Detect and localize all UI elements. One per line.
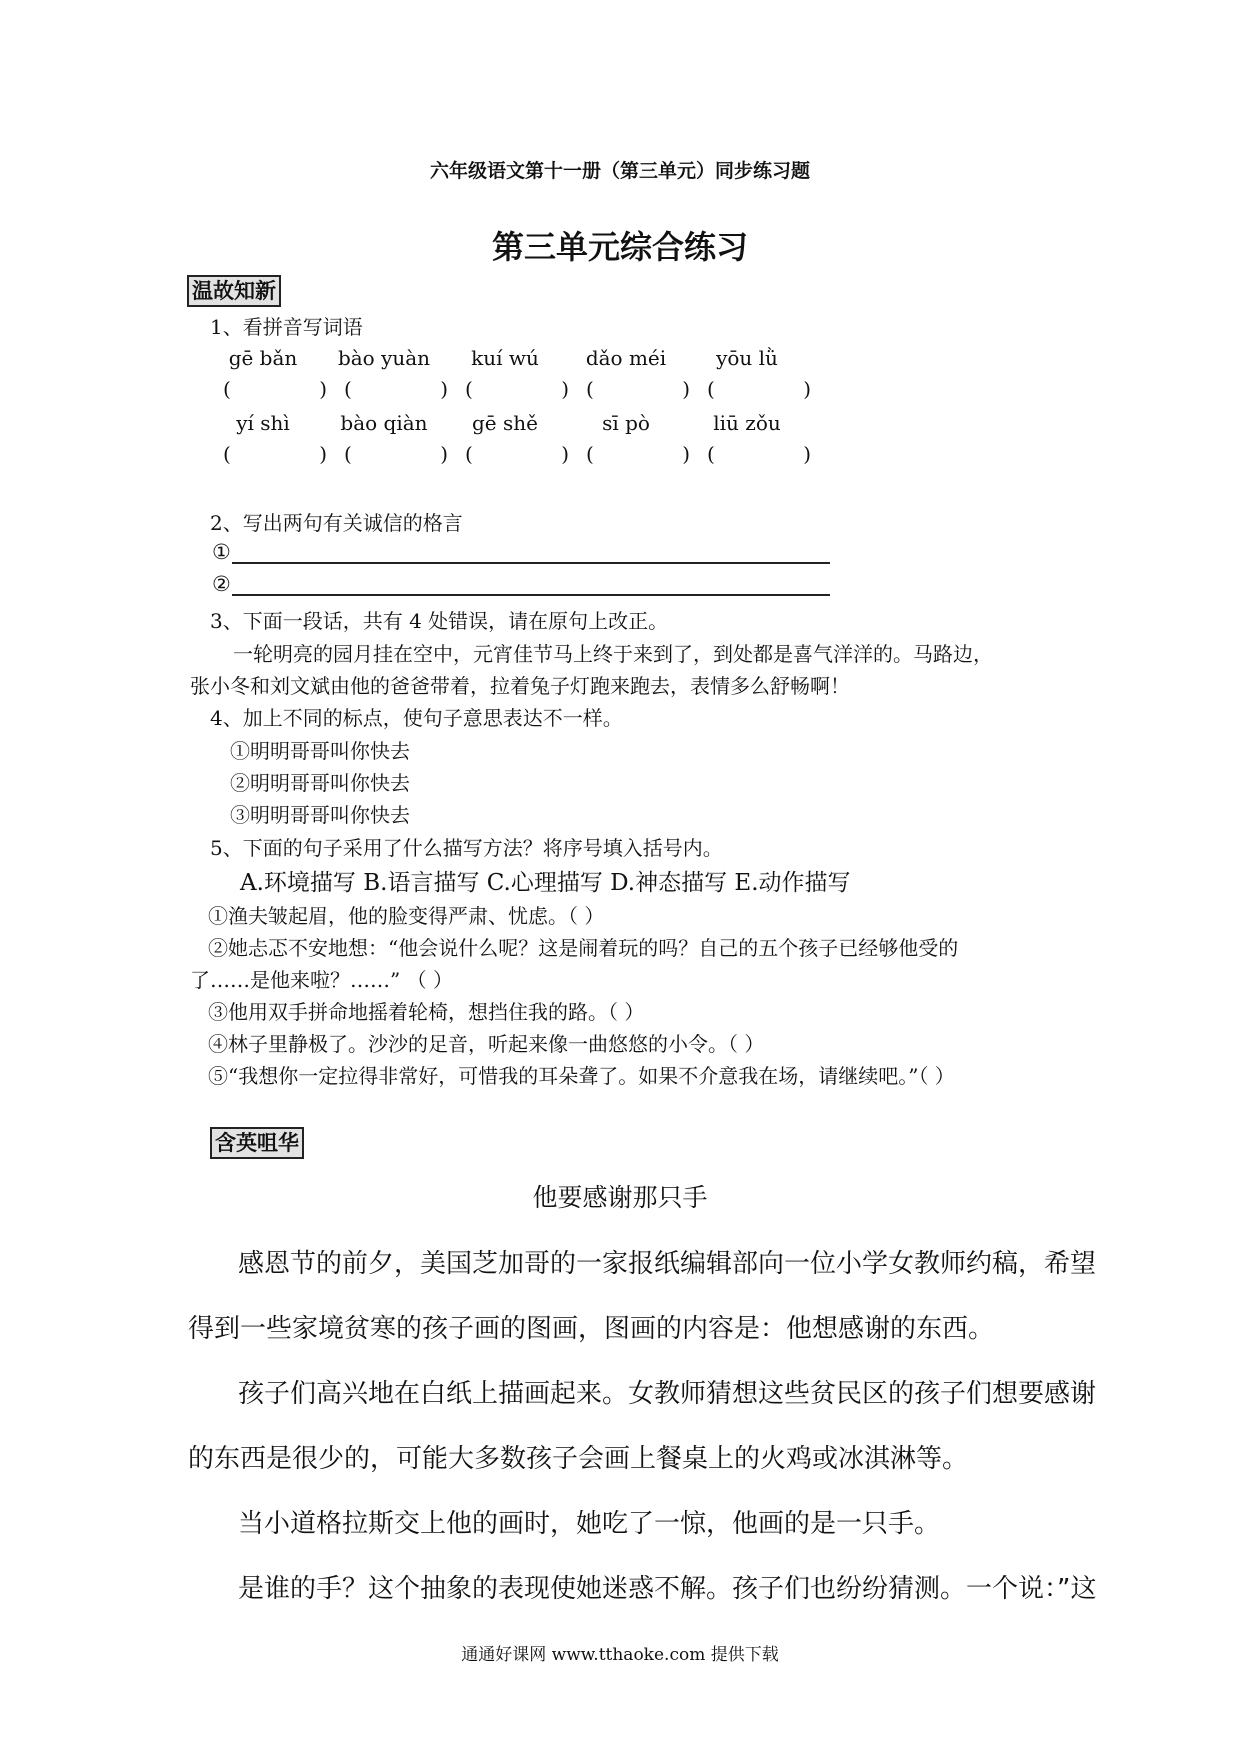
story-line-3: 孩子们高兴地在白纸上描画起来。女教师猜想这些贫民区的孩子们想要感谢 — [238, 1379, 1097, 1409]
answer-box-5[interactable]: ( ) — [707, 377, 811, 401]
pinyin-9: sī pò — [602, 411, 650, 435]
question-3-passage-line-1: 一轮明亮的园月挂在空中，元宵佳节马上终于来到了，到处都是喜气洋洋的。马路边， — [233, 642, 993, 666]
page-title: 第三单元综合练习 — [491, 228, 748, 266]
question-4-prompt: 4、加上不同的标点，使句子意思表达不一样。 — [210, 706, 623, 730]
pinyin-3: kuí wú — [471, 346, 539, 370]
story-title: 他要感谢那只手 — [532, 1183, 708, 1212]
pinyin-8: gē shě — [472, 411, 538, 435]
pinyin-1: gē bǎn — [228, 346, 298, 370]
story-line-6: 是谁的手？这个抽象的表现使她迷惑不解。孩子们也纷纷猜测。一个说：”这 — [238, 1574, 1097, 1604]
question-5-item-2: ②她忐忑不安地想：“他会说什么呢？这是闹着玩的吗？自己的五个孩子已经够他受的 — [208, 936, 959, 960]
question-5-item-4: ④林子里静极了。沙沙的足音，听起来像一曲悠悠的小令。（ ） — [208, 1032, 765, 1056]
pinyin-6: yí shì — [236, 411, 290, 435]
motto-mark-1: ① — [212, 540, 231, 564]
pinyin-4: dǎo méi — [585, 346, 667, 370]
answer-box-7[interactable]: ( ) — [344, 442, 448, 466]
question-5-item-2-cont: 了……是他来啦？……” （ ） — [190, 968, 453, 992]
answer-box-10[interactable]: ( ) — [707, 442, 811, 466]
question-5-item-3: ③他用双手拼命地摇着轮椅，想挡住我的路。（ ） — [208, 1000, 645, 1024]
answer-box-2[interactable]: ( ) — [344, 377, 448, 401]
story-line-2: 得到一些家境贫寒的孩子画的图画，图画的内容是：他想感谢的东西。 — [188, 1314, 995, 1344]
answer-box-9[interactable]: ( ) — [586, 442, 690, 466]
motto-mark-2: ② — [212, 572, 231, 596]
pinyin-7: bào qiàn — [340, 411, 428, 435]
section-label-review: 温故知新 — [187, 275, 281, 307]
answer-box-8[interactable]: ( ) — [465, 442, 569, 466]
question-1-prompt: 1、看拼音写词语 — [210, 315, 363, 339]
answer-box-6[interactable]: ( ) — [223, 442, 327, 466]
question-5-options: A.环境描写 B.语言描写 C.心理描写 D.神态描写 E.动作描写 — [240, 870, 851, 896]
footer-credit: 通通好课网 www.tthaoke.com 提供下载 — [461, 1645, 779, 1665]
story-line-5: 当小道格拉斯交上他的画时，她吃了一惊，他画的是一只手。 — [238, 1509, 941, 1539]
answer-box-3[interactable]: ( ) — [465, 377, 569, 401]
question-5-item-5: ⑤“我想你一定拉得非常好，可惜我的耳朵聋了。如果不介意我在场，请继续吧。”（ ） — [208, 1064, 955, 1088]
question-2-prompt: 2、写出两句有关诚信的格言 — [210, 511, 463, 535]
pinyin-5: yōu lǜ — [716, 346, 778, 370]
answer-line-1[interactable] — [232, 562, 830, 564]
question-4-item-2: ②明明哥哥叫你快去 — [230, 771, 410, 795]
question-4-item-3: ③明明哥哥叫你快去 — [230, 803, 410, 827]
answer-box-4[interactable]: ( ) — [586, 377, 690, 401]
question-5-item-1: ①渔夫皱起眉，他的脸变得严肃、忧虑。（ ） — [208, 904, 605, 928]
answer-line-2[interactable] — [232, 594, 830, 596]
document-header: 六年级语文第十一册（第三单元）同步练习题 — [429, 160, 810, 182]
question-3-prompt: 3、下面一段话，共有 4 处错误，请在原句上改正。 — [210, 609, 669, 633]
pinyin-10: liū zǒu — [713, 411, 781, 435]
story-line-1: 感恩节的前夕，美国芝加哥的一家报纸编辑部向一位小学女教师约稿，希望 — [238, 1249, 1097, 1279]
section-label-reading: 含英咀华 — [210, 1127, 304, 1159]
story-line-4: 的东西是很少的，可能大多数孩子会画上餐桌上的火鸡或冰淇淋等。 — [188, 1444, 969, 1474]
question-4-item-1: ①明明哥哥叫你快去 — [230, 739, 410, 763]
pinyin-2: bào yuàn — [337, 346, 431, 370]
question-3-passage-line-2: 张小冬和刘文斌由他的爸爸带着，拉着兔子灯跑来跑去，表情多么舒畅啊！ — [190, 674, 850, 698]
answer-box-1[interactable]: ( ) — [223, 377, 327, 401]
question-5-prompt: 5、下面的句子采用了什么描写方法？将序号填入括号内。 — [210, 836, 723, 860]
